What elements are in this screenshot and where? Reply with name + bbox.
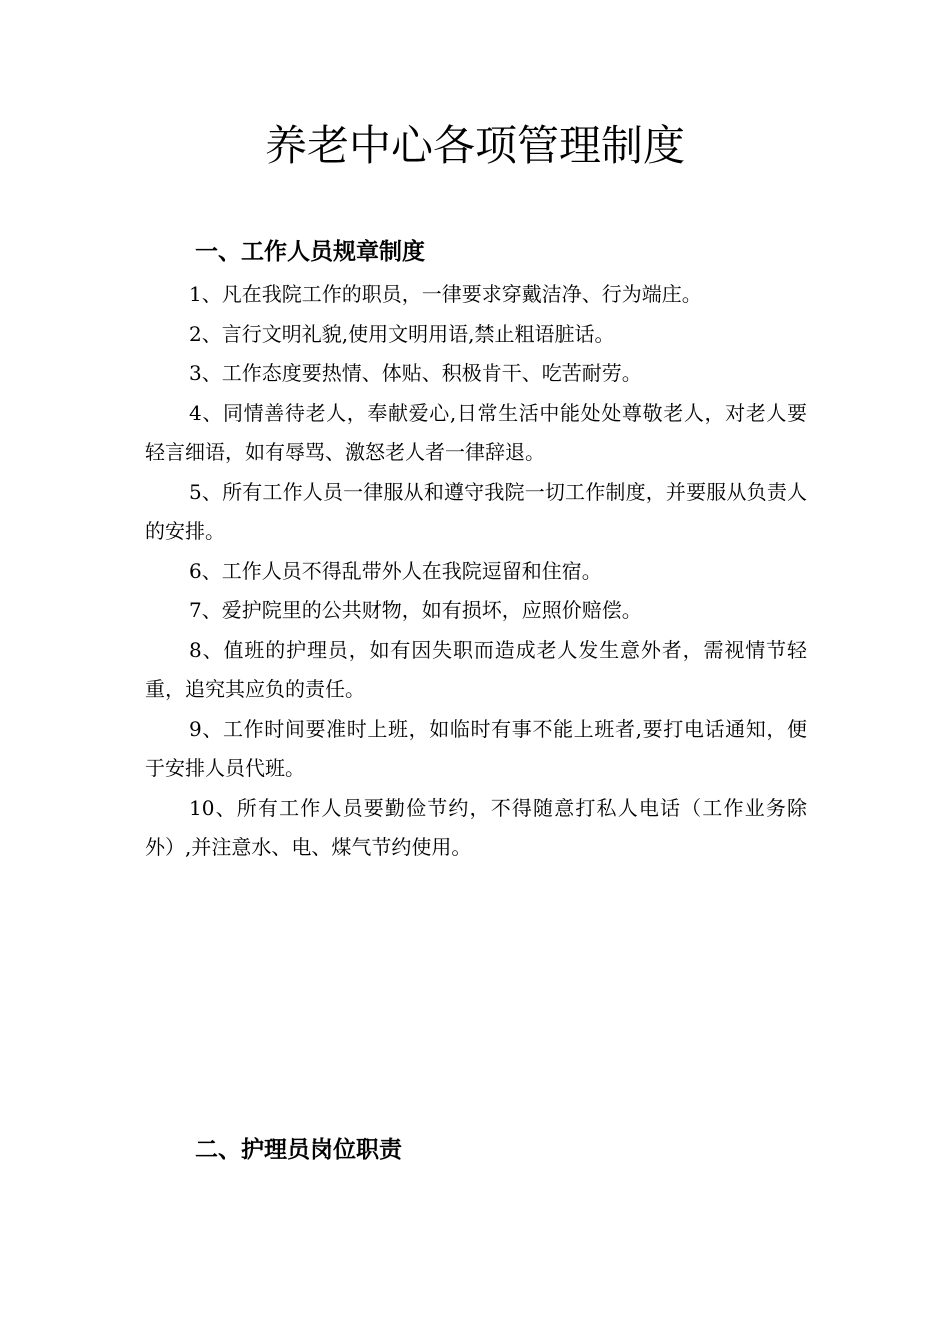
rule-item: 2、言行文明礼貌,使用文明用语,禁止粗语脏话。 bbox=[189, 321, 615, 346]
staff-rules-list bbox=[145, 275, 807, 868]
document-title: 养老中心各项管理制度 bbox=[264, 121, 685, 170]
rule-item: 1、凡在我院工作的职员，一律要求穿戴洁净、行为端庄。 bbox=[189, 282, 702, 306]
section-heading-staff-rules: 一、工作人员规章制度 bbox=[195, 239, 425, 265]
rule-item: 4、同情善待老人，奉献爱心,日常生活中能处处尊敬老人，对老人要轻言细语，如有辱骂、激怒老人者一律辞退。 bbox=[145, 400, 807, 464]
rule-item: 9、工作时间要准时上班，如临时有事不能上班者,要打电话通知，便于安排人员代班。 bbox=[145, 716, 807, 780]
section-heading-caregiver-duties: 二、护理员岗位职责 bbox=[195, 1137, 402, 1163]
rule-item: 7、爱护院里的公共财物，如有损坏，应照价赔偿。 bbox=[189, 598, 642, 622]
rule-item: 3、工作态度要热情、体贴、积极肯干、吃苦耐劳。 bbox=[189, 361, 642, 385]
rule-item: 8、值班的护理员，如有因失职而造成老人发生意外者，需视情节轻重，追究其应负的责任。 bbox=[145, 637, 807, 701]
rule-item: 6、工作人员不得乱带外人在我院逗留和住宿。 bbox=[189, 558, 602, 583]
rule-item: 5、所有工作人员一律服从和遵守我院一切工作制度，并要服从负责人的安排。 bbox=[145, 479, 807, 543]
rule-item: 10、所有工作人员要勤俭节约，不得随意打私人电话（工作业务除外）,并注意水、电、煤气节约使用。 bbox=[145, 795, 807, 859]
